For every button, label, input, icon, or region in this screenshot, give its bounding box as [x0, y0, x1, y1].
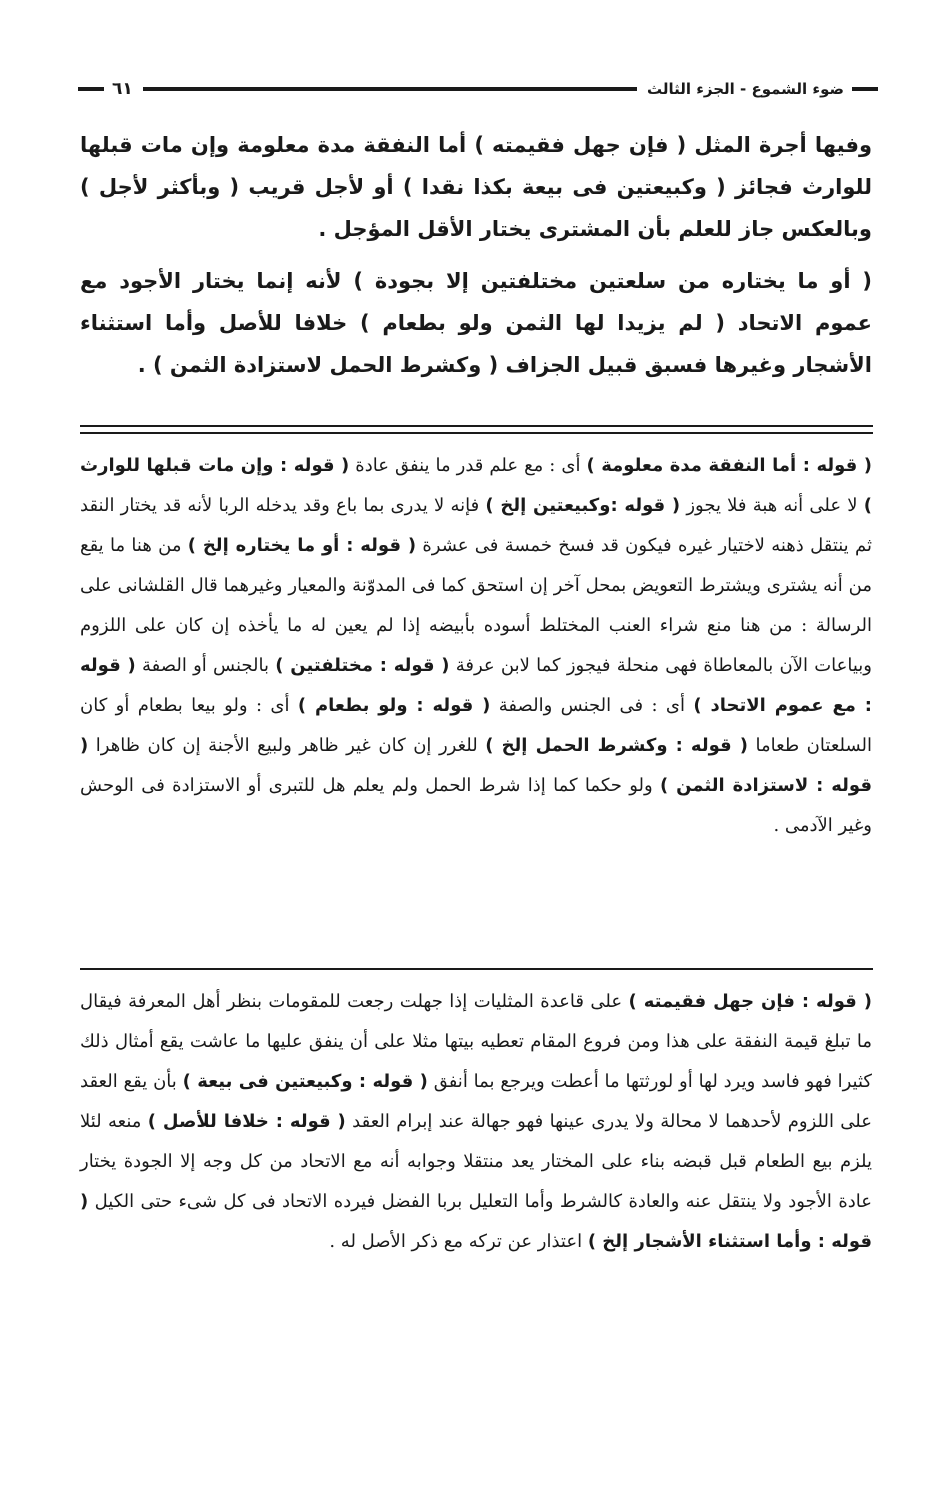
- divider-top-1: [80, 425, 873, 427]
- divider-middle: [80, 968, 873, 970]
- lemma: ( قوله : وكبيعتين فى بيعة ): [182, 1071, 428, 1092]
- book-title: ضوء الشموع - الجزء الثالث: [646, 80, 844, 98]
- main-paragraph-1: وفيها أجرة المثل ( فإن جهل فقيمته ) أما النفقة مدة معلومة وإن مات قبلها للوارث فجائز ( وكبيعتين فى بيعة بكذا نقدا ) أو لأجل قريب ( وبأكثر لأجل ) وبالعكس جاز للعلم بأن المشترى يختار الأقل المؤجل .: [80, 133, 872, 241]
- lemma: ( قوله : أو ما يختاره إلخ ): [187, 535, 417, 556]
- commentary-paragraph: [80, 446, 872, 846]
- gloss-text: أى : مع علم قدر ما ينفق عادة: [349, 455, 587, 476]
- header-rule: [143, 87, 637, 91]
- commentary-block-1: [80, 446, 872, 846]
- main-paragraph-2: ( أو ما يختاره من سلعتين مختلفتين إلا بجودة ) لأنه إنما يختار الأجود مع عموم الاتحاد ( لم يزيدا لها الثمن ولو بطعام ) خلافا للأصل وأما استثناء الأشجار وغيرها فسبق قبيل الجزاف ( وكشرط الحمل لاستزادة الثمن ) .: [80, 269, 872, 377]
- gloss-text: منعه لئلا يلزم بيع الطعام قبل قبضه بناء على المختار يعد منتقلا وجوابه أنه مع الاتحاد من كل وجه إلا الجودة يختار عادة الأجود ولا ينتقل عنه والعادة كالشرط وأما التعليل بربا الفضل فيرده الاتحاد فى كل شىء حتى الكيل: [80, 1111, 872, 1212]
- gloss-text: على قاعدة المثليات إذا جهلت رجعت للمقومات بنظر أهل المعرفة فيقال ما تبلغ قيمة النفقة على هذا ومن فروع المقام تعطيه بيتها مثلا على أن ينفق عليها ما عاشت يقع أمثال ذلك كثيرا فهو فاسد ويرد لها أو لورثتها ما أعطت ويرجع بما أنفق: [80, 991, 872, 1092]
- lemma: ( قوله : مختلفتين ): [275, 655, 450, 676]
- gloss-text: اعتذار عن تركه مع ذكر الأصل له .: [329, 1231, 588, 1252]
- divider-top-2: [80, 432, 873, 434]
- lemma: ( قوله : خلافا للأصل ): [147, 1111, 346, 1132]
- gloss-text: من هنا ما يقع من أنه يشترى ويشترط التعويض بمحل آخر إن استحق كما فى المدوّنة والمعيار وغيرهما قال القلشانى على الرسالة : من هنا منع شراء العنب المختلط أسوده بأبيضه إذا لم يعين له ما يأخذه إن كان على اللزوم وبياعات الآن بالمعاطاة فهى منحلة فيجوز كما لابن عرفة: [80, 535, 872, 676]
- lemma: ( قوله : ولو بطعام ): [297, 695, 491, 716]
- header-dash-start: [852, 87, 878, 91]
- lemma: ( قوله :وكبيعتين إلخ ): [485, 495, 681, 516]
- main-text: [80, 124, 872, 386]
- gloss-text: لا على أنه هبة فلا يجوز: [680, 495, 864, 516]
- header-dash-end: [78, 87, 104, 91]
- lemma: ( قوله : وكشرط الحمل إلخ ): [485, 735, 748, 756]
- gloss-text: ولو حكما كما إذا شرط الحمل ولم يعلم هل للتبرى أو الاستزادة فى الوحش وغير الآدمى .: [80, 775, 872, 836]
- lemma: ( قوله : وإن مات قبلها للوارث ): [80, 455, 872, 516]
- page-number: ٦١: [112, 79, 133, 99]
- commentary-block-2: [80, 982, 872, 1262]
- lemma: ( قوله : لاستزادة الثمن ): [80, 735, 872, 796]
- gloss-text: أى : ولو بيعا بطعام أو كان السلعتان طعاما: [80, 695, 873, 756]
- running-header: [78, 72, 878, 106]
- gloss-text: أى : فى الجنس والصفة: [490, 695, 694, 716]
- gloss-text: بأن يقع العقد على اللزوم لأحدهما لا محالة ولا يدرى عينها فهو جهالة عند إبرام العقد: [80, 1071, 873, 1132]
- gloss-text: فإنه لا يدرى بما باع وقد يدخله الربا لأنه قد يختار النقد ثم ينتقل ذهنه لاختيار غيره فيكون قد فسخ خمسة فى عشرة: [80, 495, 872, 556]
- lemma: ( قوله : فإن جهل فقيمته ): [628, 991, 872, 1012]
- lemma: ( قوله : مع عموم الاتحاد ): [80, 655, 873, 716]
- commentary-paragraph: [80, 982, 872, 1262]
- gloss-text: بالجنس أو الصفة: [135, 655, 276, 676]
- lemma: ( قوله : أما النفقة مدة معلومة ): [586, 455, 873, 476]
- lemma: ( قوله : وأما استثناء الأشجار إلخ ): [80, 1191, 872, 1252]
- gloss-text: للغرر إن كان غير ظاهر ولبيع الأجنة إن كان ظاهرا: [88, 735, 486, 756]
